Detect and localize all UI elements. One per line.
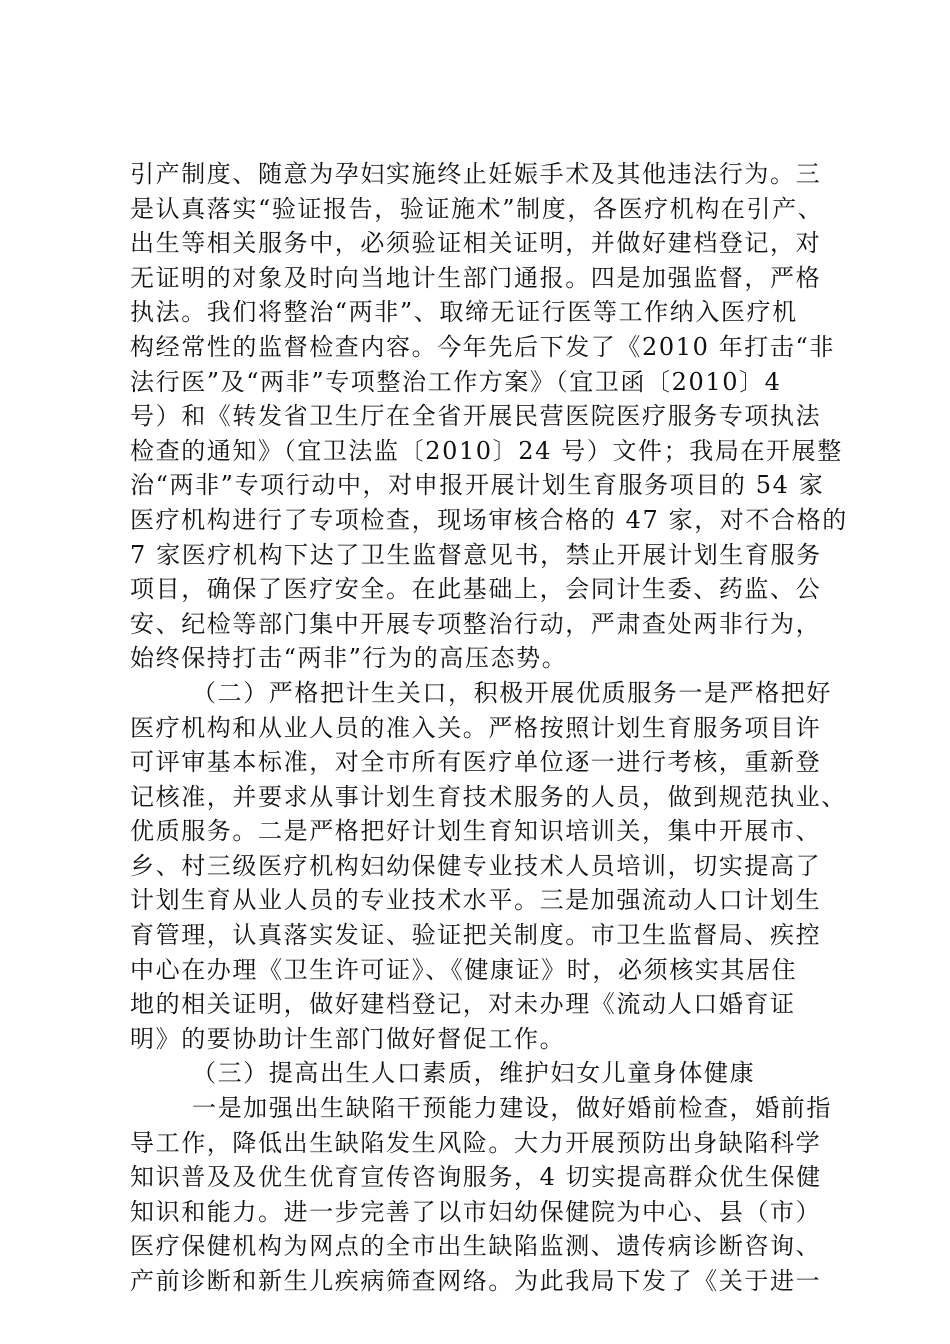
text-line: 知识普及及优生优育宣传咨询服务，4 切实提高群众优生保健 — [130, 1163, 822, 1192]
text-line: 医疗机构进行了专项检查，现场审核合格的 47 家，对不合格的 — [130, 505, 848, 534]
text-line: 医疗机构和从业人员的准入关。严格按照计划生育服务项目许 — [130, 713, 822, 742]
text-line: 治“两非”专项行动中，对申报开展计划生育服务项目的 54 家 — [130, 471, 825, 500]
text-line: 检查的通知》（宜卫法监〔2010〕24 号）文件；我局在开展整 — [130, 436, 843, 465]
text-line: 执法。我们将整治“两非”、取缔无证行医等工作纳入医疗机 — [130, 298, 798, 327]
text-line: 可评审基本标准，对全市所有医疗单位逐一进行考核，重新登 — [130, 748, 822, 777]
text-line: 出生等相关服务中，必须验证相关证明，并做好建档登记，对 — [130, 229, 822, 258]
text-line: 无证明的对象及时向当地计生部门通报。四是加强监督，严格 — [130, 263, 822, 292]
section-heading-two: （二）严格把计生关口，积极开展优质服务一是严格把好 — [192, 678, 832, 707]
text-line: 安、纪检等部门集中开展专项整治行动，严肃查处两非行为， — [130, 609, 822, 638]
text-line: 法行医”及“两非”专项整治工作方案》（宜卫函〔2010〕4 — [130, 367, 782, 396]
text-line: 知识和能力。进一步完善了以市妇幼保健院为中心、县（市） — [130, 1197, 822, 1226]
text-line: 明》的要协助计生部门做好督促工作。 — [130, 1024, 566, 1053]
document-body-text — [130, 157, 848, 1299]
text-line: 优质服务。二是严格把好计划生育知识培训关，集中开展市、 — [130, 817, 822, 846]
text-line: 项目，确保了医疗安全。在此基础上，会同计生委、药监、公 — [130, 575, 822, 604]
text-line: 始终保持打击“两非”行为的高压态势。 — [130, 644, 568, 673]
text-line: 7 家医疗机构下达了卫生监督意见书，禁止开展计划生育服务 — [130, 540, 822, 569]
text-line: 育管理，认真落实发证、验证把关制度。市卫生监督局、疾控 — [130, 921, 822, 950]
text-line: 是认真落实“验证报告，验证施术”制度，各医疗机构在引产、 — [130, 194, 824, 223]
text-line: 号）和《转发省卫生厅在全省开展民营医院医疗服务专项执法 — [130, 402, 822, 431]
paragraph-start-line: 一是加强出生缺陷干预能力建设，做好婚前检查，婚前指 — [192, 1094, 832, 1123]
text-line: 导工作，降低出生缺陷发生风险。大力开展预防出身缺陷科学 — [130, 1128, 822, 1157]
text-line: 地的相关证明，做好建档登记，对未办理《流动人口婚育证 — [130, 990, 796, 1019]
text-line: 乡、村三级医疗机构妇幼保健专业技术人员培训，切实提高了 — [130, 851, 822, 880]
text-line: 构经常性的监督检查内容。今年先后下发了《2010 年打击“非 — [130, 332, 835, 361]
section-heading-three: （三）提高出生人口素质，维护妇女儿童身体健康 — [192, 1059, 756, 1088]
text-line: 计划生育从业人员的专业技术水平。三是加强流动人口计划生 — [130, 886, 822, 915]
text-line: 产前诊断和新生儿疾病筛查网络。为此我局下发了《关于进一 — [130, 1267, 822, 1295]
text-line: 医疗保健机构为网点的全市出生缺陷监测、遗传病诊断咨询、 — [130, 1232, 822, 1261]
text-line: 引产制度、随意为孕妇实施终止妊娠手术及其他违法行为。三 — [130, 160, 822, 188]
text-line: 记核准，并要求从事计划生育技术服务的人员，做到规范执业、 — [130, 782, 847, 811]
text-line: 中心在办理《卫生许可证》、《健康证》时，必须核实其居住 — [130, 955, 798, 984]
